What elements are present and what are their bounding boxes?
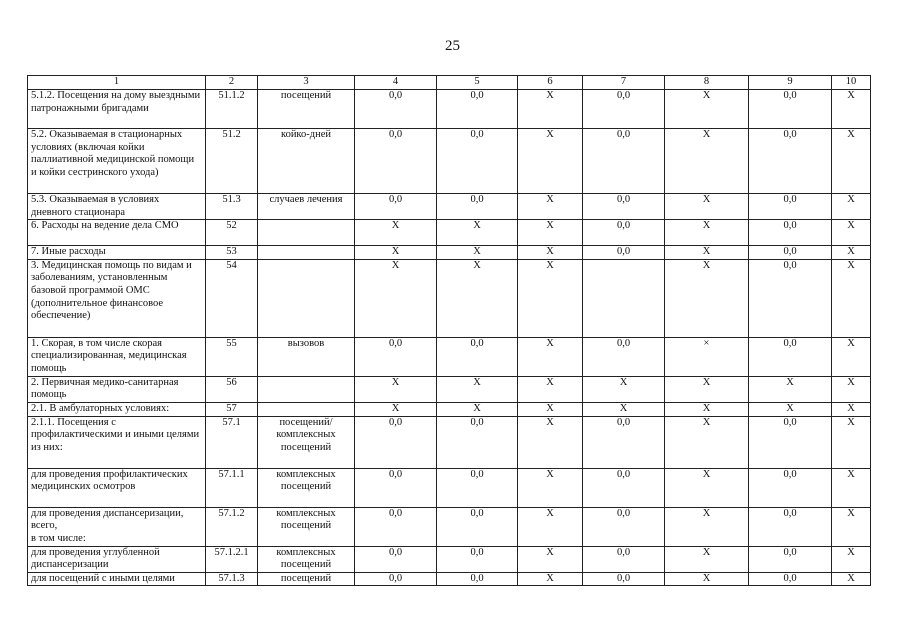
table-cell: Х: [665, 468, 749, 507]
table-cell: Х: [437, 220, 518, 246]
table-row: [28, 220, 871, 246]
table-cell: Х: [583, 376, 665, 402]
table-row: [28, 376, 871, 402]
table-cell: случаев лечения: [258, 194, 355, 220]
table-cell: 0,0: [437, 129, 518, 194]
table-cell: Х: [518, 220, 583, 246]
table-cell: [258, 259, 355, 337]
table-cell: 57.1.3: [206, 572, 258, 586]
table-cell: 51.3: [206, 194, 258, 220]
table-cell: Х: [832, 507, 871, 546]
table-cell: ×: [665, 337, 749, 376]
table-cell: койко-дней: [258, 129, 355, 194]
table-cell: Х: [832, 468, 871, 507]
table-row: [28, 572, 871, 586]
table-cell: 0,0: [749, 246, 832, 260]
header-row: [28, 76, 871, 90]
table-cell: Х: [518, 376, 583, 402]
table-cell: 0,0: [749, 468, 832, 507]
table-row: [28, 337, 871, 376]
table-cell: 51.2: [206, 129, 258, 194]
column-header: 9: [749, 76, 832, 90]
table-cell: 0,0: [355, 129, 437, 194]
table-cell: 0,0: [355, 468, 437, 507]
table-cell: Х: [832, 572, 871, 586]
table-cell: Х: [832, 376, 871, 402]
table-cell: 0,0: [583, 507, 665, 546]
table-row: [28, 90, 871, 129]
table-cell: Х: [518, 194, 583, 220]
table-cell: Х: [518, 337, 583, 376]
data-table: [27, 75, 871, 586]
column-header: 5: [437, 76, 518, 90]
table-cell: 0,0: [749, 194, 832, 220]
table-cell: [258, 376, 355, 402]
table-cell: Х: [665, 416, 749, 468]
table-cell: посещений: [258, 572, 355, 586]
table-cell: Х: [665, 220, 749, 246]
column-header: 8: [665, 76, 749, 90]
table-cell: Х: [832, 220, 871, 246]
table-cell: Х: [437, 376, 518, 402]
table-cell: 53: [206, 246, 258, 260]
table-cell: Х: [749, 402, 832, 416]
table-row: [28, 546, 871, 572]
column-header: 1: [28, 76, 206, 90]
table-cell: Х: [832, 194, 871, 220]
column-header: 10: [832, 76, 871, 90]
table-cell: Х: [437, 402, 518, 416]
table-cell: 0,0: [749, 129, 832, 194]
table-cell: 0,0: [749, 259, 832, 337]
table-cell: Х: [665, 194, 749, 220]
table-cell: 55: [206, 337, 258, 376]
table-cell: Х: [437, 259, 518, 337]
table-cell: 54: [206, 259, 258, 337]
table-cell: Х: [665, 129, 749, 194]
table-cell: Х: [355, 259, 437, 337]
table-row: [28, 129, 871, 194]
table-cell: Х: [518, 572, 583, 586]
table-cell: комплексных посещений: [258, 468, 355, 507]
table-cell: 0,0: [355, 416, 437, 468]
table-cell: Х: [832, 129, 871, 194]
table-cell: Х: [832, 546, 871, 572]
table-cell: [258, 402, 355, 416]
table-cell: Х: [518, 259, 583, 337]
table-row: [28, 259, 871, 337]
table-cell: 5.2. Оказываемая в стационарных условиях (включая койки паллиативной медицинской помощи и койки сестринского ухода): [28, 129, 206, 194]
table-cell: 0,0: [355, 546, 437, 572]
table-cell: Х: [518, 90, 583, 129]
column-header: 4: [355, 76, 437, 90]
column-header: 3: [258, 76, 355, 90]
table-cell: вызовов: [258, 337, 355, 376]
table-cell: посещений: [258, 90, 355, 129]
table-row: [28, 507, 871, 546]
table-row: [28, 246, 871, 260]
table-cell: для проведения углубленной диспансеризации: [28, 546, 206, 572]
table-cell: Х: [355, 246, 437, 260]
table-cell: 0,0: [749, 546, 832, 572]
column-header: 2: [206, 76, 258, 90]
table-cell: 0,0: [355, 572, 437, 586]
table-cell: 0,0: [437, 572, 518, 586]
table-cell: Х: [518, 507, 583, 546]
table-cell: Х: [665, 507, 749, 546]
table-cell: Х: [832, 246, 871, 260]
table-cell: 0,0: [355, 507, 437, 546]
table-cell: Х: [832, 337, 871, 376]
table-cell: 57.1.2: [206, 507, 258, 546]
table-cell: Х: [518, 246, 583, 260]
table-cell: 0,0: [355, 90, 437, 129]
table-cell: Х: [355, 402, 437, 416]
table-cell: [258, 246, 355, 260]
table-row: [28, 416, 871, 468]
table-cell: посещений/ комплексных посещений: [258, 416, 355, 468]
table-cell: 6. Расходы на ведение дела СМО: [28, 220, 206, 246]
table-cell: Х: [518, 468, 583, 507]
table-cell: 0,0: [583, 546, 665, 572]
table-cell: Х: [832, 402, 871, 416]
table-cell: для проведения диспансеризации, всего, в том числе:: [28, 507, 206, 546]
table-cell: Х: [665, 572, 749, 586]
table-cell: 0,0: [437, 416, 518, 468]
table-cell: 0,0: [583, 90, 665, 129]
table-cell: Х: [665, 259, 749, 337]
table-cell: Х: [832, 90, 871, 129]
table-cell: 57: [206, 402, 258, 416]
table-cell: 0,0: [583, 337, 665, 376]
table-cell: 2.1. В амбулаторных условиях:: [28, 402, 206, 416]
table-row: [28, 402, 871, 416]
table-cell: 1. Скорая, в том числе скорая специализированная, медицинская помощь: [28, 337, 206, 376]
table-cell: 0,0: [583, 220, 665, 246]
table-cell: 0,0: [749, 220, 832, 246]
table-cell: Х: [583, 402, 665, 416]
table-cell: 0,0: [749, 507, 832, 546]
table-cell: 0,0: [583, 416, 665, 468]
table-cell: Х: [437, 246, 518, 260]
table-cell: 52: [206, 220, 258, 246]
table-cell: 57.1: [206, 416, 258, 468]
table-cell: 0,0: [437, 337, 518, 376]
table-cell: [583, 259, 665, 337]
table-cell: 0,0: [437, 90, 518, 129]
table-cell: 0,0: [437, 468, 518, 507]
table-cell: 0,0: [583, 194, 665, 220]
table-cell: 2. Первичная медико-санитарная помощь: [28, 376, 206, 402]
table-row: [28, 194, 871, 220]
table-cell: 0,0: [749, 416, 832, 468]
table-cell: 3. Медицинская помощь по видам и заболеваниям, установленным базовой программой ОМС (дополнительное финансовое обеспечение): [28, 259, 206, 337]
table-cell: Х: [832, 259, 871, 337]
table-cell: 57.1.2.1: [206, 546, 258, 572]
table-cell: для посещений с иными целями: [28, 572, 206, 586]
page-number: 25: [445, 38, 460, 54]
table-cell: комплексных посещений: [258, 507, 355, 546]
table-cell: Х: [518, 402, 583, 416]
table-cell: Х: [355, 220, 437, 246]
table-row: [28, 468, 871, 507]
table-cell: Х: [518, 129, 583, 194]
table-cell: Х: [665, 90, 749, 129]
table-cell: Х: [832, 416, 871, 468]
table-cell: Х: [665, 246, 749, 260]
table-cell: Х: [665, 376, 749, 402]
table-cell: 0,0: [749, 337, 832, 376]
table-cell: 2.1.1. Посещения с профилактическими и иными целями из них:: [28, 416, 206, 468]
column-header: 7: [583, 76, 665, 90]
table-cell: 0,0: [355, 337, 437, 376]
table-cell: 51.1.2: [206, 90, 258, 129]
table-cell: 5.3. Оказываемая в условиях дневного стационара: [28, 194, 206, 220]
table-cell: 7. Иные расходы: [28, 246, 206, 260]
table-cell: 0,0: [749, 90, 832, 129]
table-cell: комплексных посещений: [258, 546, 355, 572]
table-cell: 0,0: [583, 246, 665, 260]
table-cell: 0,0: [355, 194, 437, 220]
table-cell: Х: [518, 416, 583, 468]
table-cell: Х: [665, 546, 749, 572]
table-cell: 5.1.2. Посещения на дому выездными патронажными бригадами: [28, 90, 206, 129]
table-cell: Х: [355, 376, 437, 402]
table-cell: [258, 220, 355, 246]
table-cell: Х: [665, 402, 749, 416]
table-cell: Х: [518, 546, 583, 572]
table-cell: 0,0: [583, 129, 665, 194]
table-cell: Х: [749, 376, 832, 402]
table-cell: 0,0: [583, 468, 665, 507]
table-cell: 57.1.1: [206, 468, 258, 507]
table-cell: для проведения профилактических медицинских осмотров: [28, 468, 206, 507]
table-cell: 56: [206, 376, 258, 402]
column-header: 6: [518, 76, 583, 90]
table-cell: 0,0: [437, 507, 518, 546]
table-cell: 0,0: [437, 194, 518, 220]
table-cell: 0,0: [437, 546, 518, 572]
table-cell: 0,0: [583, 572, 665, 586]
table-cell: 0,0: [749, 572, 832, 586]
